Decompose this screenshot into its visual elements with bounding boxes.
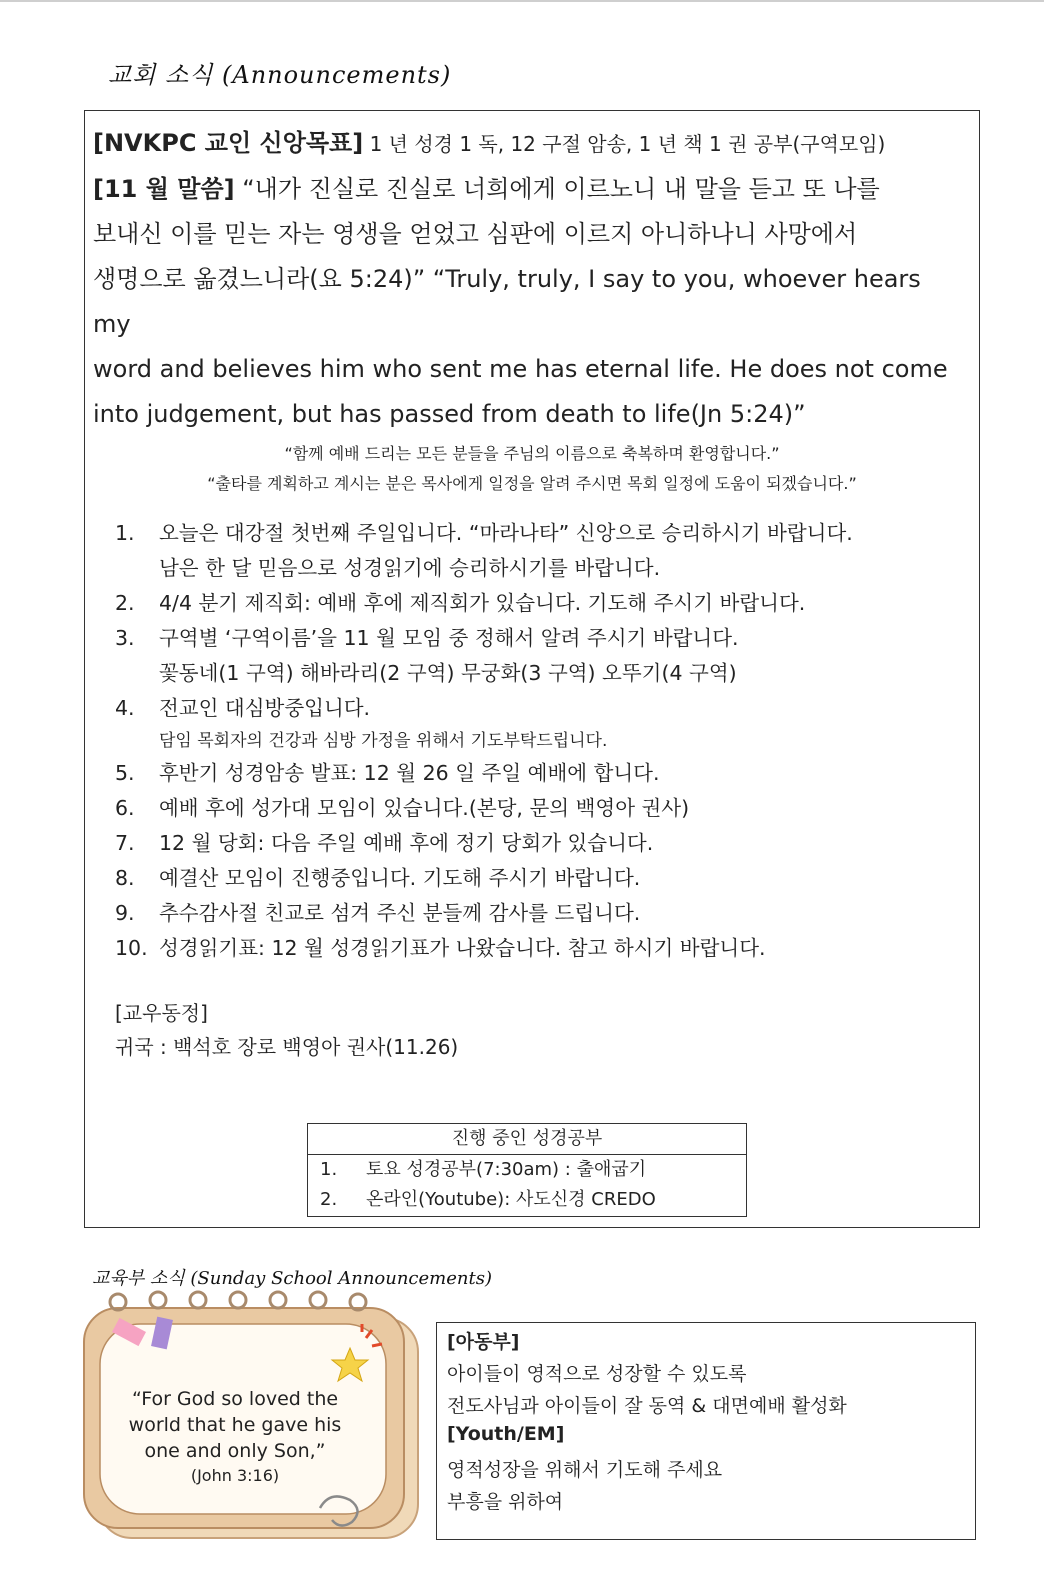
list-item xyxy=(115,826,955,861)
row-number: 2. xyxy=(320,1189,338,1210)
item-note: 담임 목회자의 건강과 심방 가정을 위해서 기도부탁드립니다. xyxy=(159,731,608,751)
item-text: 4/4 분기 제직회: 예배 후에 제직회가 있습니다. 기도해 주시기 바랍니다. xyxy=(159,591,806,615)
list-item xyxy=(115,691,955,756)
item-number: 1. xyxy=(115,521,135,545)
faith-goal-text: 1 년 성경 1 독, 12 구절 암송, 1 년 책 1 권 공부(구역모임) xyxy=(363,132,886,156)
monthly-word-line5: into judgement, but has passed from death to life(Jn 5:24)” xyxy=(93,400,806,428)
list-item xyxy=(115,861,955,896)
item-number: 8. xyxy=(115,866,135,890)
item-text: 예결산 모임이 진행중입니다. 기도해 주시기 바랍니다. xyxy=(159,866,641,890)
youth-line-2: 부흥을 위하여 xyxy=(447,1491,564,1513)
announcement-list xyxy=(115,516,955,966)
monthly-word-text1: “내가 진실로 진실로 너희에게 이르노니 내 말을 듣고 또 나를 xyxy=(234,175,880,203)
announcements-box xyxy=(84,110,980,1228)
youth-line-1: 영적성장을 위해서 기도해 주세요 xyxy=(447,1459,723,1481)
item-text: 구역별 ‘구역이름’을 11 월 모임 중 정해서 알려 주시기 바랍니다. xyxy=(159,626,739,650)
monthly-word-line3: 생명으로 옮겼느니라(요 5:24)” “Truly, truly, I say to you, whoever hears my xyxy=(93,265,921,338)
monthly-word-label: [11 월 말씀] xyxy=(93,175,235,203)
monthly-word-line1 xyxy=(93,167,965,212)
item-number: 10. xyxy=(115,936,148,960)
monthly-word-line2: 보내신 이를 믿는 자는 영생을 얻었고 심판에 이르지 아니하나니 사망에서 xyxy=(93,220,858,248)
item-number: 3. xyxy=(115,626,135,650)
youth-label xyxy=(447,1423,564,1445)
monthly-word-line4: word and believes him who sent me has eternal life. He does not come xyxy=(93,355,948,383)
list-item xyxy=(115,791,955,826)
welcome-line-2: “출타를 계획하고 계시는 분은 목사에게 일정을 알려 주시면 목회 일정에 도움이 되겠습니다.” xyxy=(207,474,857,493)
list-item xyxy=(115,516,955,586)
welcome-line-1: “함께 예배 드리는 모든 분들을 주님의 이름으로 축복하며 환영합니다.” xyxy=(284,444,780,463)
verse-block xyxy=(93,121,965,437)
table-row xyxy=(308,1185,746,1215)
kids-label xyxy=(447,1327,519,1354)
kids-line-2: 전도사님과 아이들이 잘 동역 & 대면예배 활성화 xyxy=(447,1395,847,1417)
row-text: 온라인(Youtube): 사도신경 CREDO xyxy=(366,1189,656,1210)
card-verse-line1: “For God so loved the xyxy=(131,1388,339,1410)
list-item xyxy=(115,586,955,621)
item-text: 후반기 성경암송 발표: 12 월 26 일 주일 예배에 합니다. xyxy=(159,761,660,785)
list-item xyxy=(115,621,955,691)
bible-study-title: 진행 중인 성경공부 xyxy=(308,1124,746,1155)
kids-line-1: 아이들이 영적으로 성장할 수 있도록 xyxy=(447,1363,747,1385)
item-number: 4. xyxy=(115,696,135,720)
faith-goal-label: [NVKPC 교인 신앙목표] xyxy=(93,129,364,157)
edu-news-heading: 교육부 소식 (Sunday School Announcements) xyxy=(92,1268,492,1289)
item-number: 6. xyxy=(115,796,135,820)
item-text: 오늘은 대강절 첫번째 주일입니다. “마라나타” 신앙으로 승리하시기 바랍니다. xyxy=(159,521,853,545)
item-number: 5. xyxy=(115,761,135,785)
member-news-label: [교우동정] xyxy=(115,1001,208,1025)
item-text: 추수감사절 친교로 섬겨 주신 분들께 감사를 드립니다. xyxy=(159,901,641,925)
card-verse xyxy=(117,1386,353,1464)
faith-goal xyxy=(93,121,965,167)
item-subtext: 남은 한 달 믿음으로 성경읽기에 승리하시기를 바랍니다. xyxy=(159,556,661,580)
item-subtext: 꽃동네(1 구역) 해바라리(2 구역) 무궁화(3 구역) 오뚜기(4 구역) xyxy=(159,661,737,685)
church-news-heading: 교회 소식 (Announcements) xyxy=(108,61,452,89)
kids-label-text: [아동부] xyxy=(447,1331,520,1353)
item-number: 9. xyxy=(115,901,135,925)
sunday-school-box xyxy=(436,1322,976,1540)
card-verse-ref: (John 3:16) xyxy=(190,1466,280,1485)
member-news xyxy=(115,996,458,1064)
member-news-text: 귀국 : 백석호 장로 백영아 권사(11.26) xyxy=(115,1035,459,1059)
list-item xyxy=(115,896,955,931)
item-text: 전교인 대심방중입니다. xyxy=(159,696,371,720)
item-text: 예배 후에 성가대 모임이 있습니다.(본당, 문의 백영아 권사) xyxy=(159,796,690,820)
row-text: 토요 성경공부(7:30am) : 출애굽기 xyxy=(366,1159,647,1180)
list-item xyxy=(115,756,955,791)
card-verse-line2: world that he gave his xyxy=(128,1414,342,1436)
item-number: 7. xyxy=(115,831,135,855)
item-text: 성경읽기표: 12 월 성경읽기표가 나왔습니다. 참고 하시기 바랍니다. xyxy=(159,936,766,960)
item-number: 2. xyxy=(115,591,135,615)
youth-label-text: [Youth/EM] xyxy=(447,1423,565,1445)
row-number: 1. xyxy=(320,1159,338,1180)
top-divider xyxy=(0,0,1044,2)
list-item xyxy=(115,931,955,966)
card-verse-line3: one and only Son,” xyxy=(144,1440,326,1462)
item-text: 12 월 당회: 다음 주일 예배 후에 정기 당회가 있습니다. xyxy=(159,831,654,855)
table-row xyxy=(308,1155,746,1185)
bible-study-table xyxy=(307,1123,747,1217)
